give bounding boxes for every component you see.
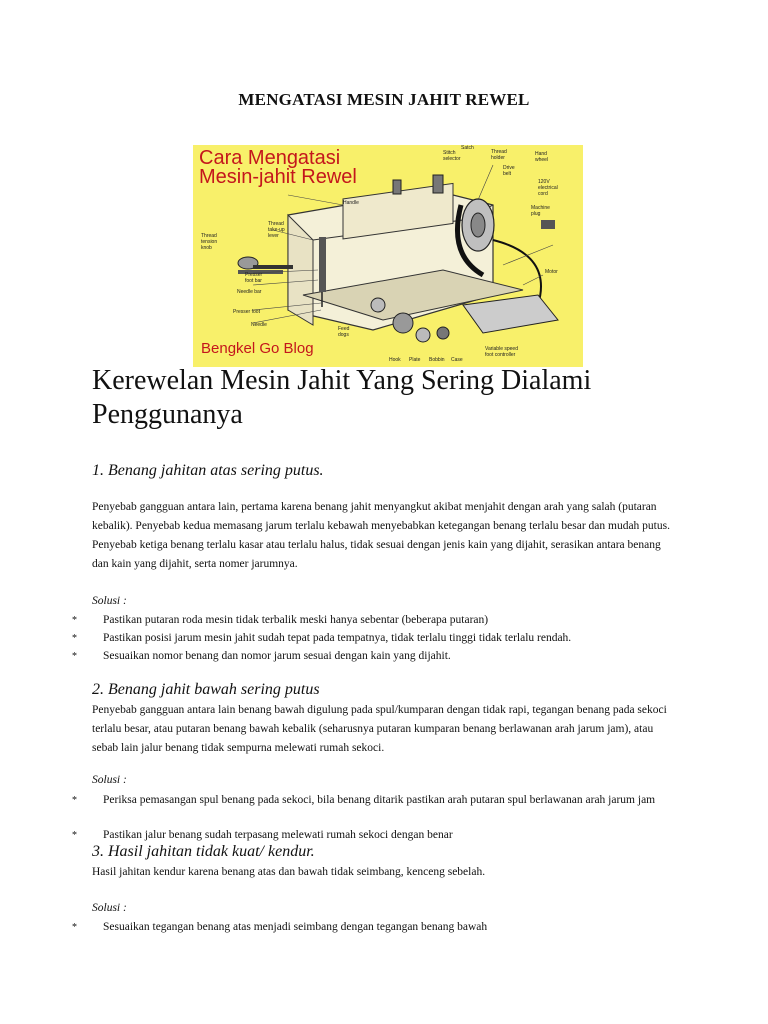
svg-text:cord: cord: [538, 191, 548, 197]
section-3-title: 3. Hasil jahitan tidak kuat/ kendur.: [92, 843, 315, 860]
svg-text:selector: selector: [443, 156, 461, 162]
svg-text:Drive: Drive: [503, 165, 515, 171]
svg-text:Plate: Plate: [409, 357, 421, 363]
svg-text:holder: holder: [491, 155, 505, 161]
svg-text:foot controller: foot controller: [485, 352, 516, 358]
figure-title: Cara Mengatasi Mesin-jahit Rewel: [199, 147, 357, 188]
svg-text:120V: 120V: [538, 179, 550, 185]
section-1-title: 1. Benang jahitan atas sering putus.: [92, 462, 324, 479]
svg-text:take-up: take-up: [268, 227, 285, 233]
svg-text:Variable speed: Variable speed: [485, 346, 518, 352]
document-title: MENGATASI MESIN JAHIT REWEL: [238, 90, 530, 109]
svg-text:Thread: Thread: [491, 149, 507, 155]
list-item-text: Pastikan posisi jarum mesin jahit sudah tepat pada tempatnya, tidak terlalu tinggi tidak terlalu rendah.: [103, 632, 572, 644]
svg-text:Hook: Hook: [389, 357, 401, 363]
svg-text:knob: knob: [201, 245, 212, 251]
svg-text:foot bar: foot bar: [245, 278, 262, 284]
bullet-icon: *: [72, 651, 77, 662]
svg-text:Handle: Handle: [343, 200, 359, 206]
list-item-text: Sesuaikan nomor benang dan nomor jarum sesuai dengan kain yang dijahit.: [103, 650, 451, 662]
list-item-text: Periksa pemasangan spul benang pada sekoci, bila benang ditarik pastikan arah putaran spul berlawanan arah jarum jam: [103, 794, 656, 806]
section-2-title: 2. Benang jahit bawah sering putus: [92, 681, 320, 698]
bullet-icon: *: [72, 633, 77, 644]
svg-text:Thread: Thread: [201, 233, 217, 239]
section-3-solusi-label: Solusi :: [92, 902, 127, 914]
list-item-text: Pastikan jalur benang sudah terpasang melewati rumah sekoci dengan benar: [103, 829, 453, 841]
bullet-icon: *: [72, 922, 77, 933]
figure-footer: Bengkel Go Blog: [201, 340, 314, 357]
svg-text:Presser foot: Presser foot: [233, 309, 260, 315]
section-2-solusi-label: Solusi :: [92, 774, 127, 786]
svg-text:Satch: Satch: [461, 145, 474, 151]
section-3-paragraph: Hasil jahitan kendur karena benang atas dan bawah tidak seimbang, kenceng sebelah.: [92, 866, 486, 878]
svg-text:belt: belt: [503, 171, 512, 177]
svg-text:Machine: Machine: [531, 205, 550, 211]
svg-text:dogs: dogs: [338, 332, 349, 338]
bullet-icon: *: [72, 795, 77, 806]
section-2-paragraph: Penyebab gangguan antara lain benang bawah digulung pada spul/kumparan dengan tidak rapi, tegangan benang pada sekoci terlalu besar, atau putaran benang bawah kebalik (seharusnya putaran kumparan benang berlawanan arah jarum jam), atau sebab lain jalur benang tidak sempurna melewati rumah sekoci.: [92, 704, 667, 754]
main-heading: Kerewelan Mesin Jahit Yang Sering Dialami Penggunanya: [92, 365, 592, 430]
svg-text:Case: Case: [451, 357, 463, 363]
svg-text:lever: lever: [268, 233, 279, 239]
svg-text:Presser: Presser: [245, 272, 263, 278]
bullet-icon: *: [72, 615, 77, 626]
section-1-solusi-label: Solusi :: [92, 595, 127, 607]
list-item-text: Sesuaikan tegangan benang atas menjadi seimbang dengan tegangan benang bawah: [103, 921, 488, 933]
svg-text:Stitch: Stitch: [443, 150, 456, 156]
svg-text:Feed: Feed: [338, 326, 350, 332]
bullet-icon: *: [72, 830, 77, 841]
section-1-paragraph: Penyebab gangguan antara lain, pertama karena benang jahit menyangkut akibat menjahit dengan arah yang salah (putaran kebalik). Penyebab kedua memasang jarum terlalu kebawah menyebabkan ketegangan benang terlalu besar dan mudah putus. Penyebab ketiga benang terlalu kasar atau terlalu halus, tidak sesuai dengan jenis kain yang dijahit, serasikan antara benang dan kain yang dijahit, serta nomer jarumnya.: [92, 501, 670, 570]
svg-text:Bobbin: Bobbin: [429, 357, 445, 363]
list-item-text: Pastikan putaran roda mesin tidak terbalik meski hanya sebentar (beberapa putaran): [103, 614, 489, 626]
svg-text:Motor: Motor: [545, 269, 558, 275]
svg-text:Needle bar: Needle bar: [237, 289, 262, 295]
svg-text:plug: plug: [531, 211, 541, 217]
sewing-machine-figure: [193, 145, 583, 367]
svg-text:electrical: electrical: [538, 185, 558, 191]
svg-text:Hand: Hand: [535, 151, 547, 157]
svg-text:Thread: Thread: [268, 221, 284, 227]
svg-text:Needle: Needle: [251, 322, 267, 328]
svg-text:tension: tension: [201, 239, 218, 245]
svg-text:wheel: wheel: [535, 157, 549, 163]
